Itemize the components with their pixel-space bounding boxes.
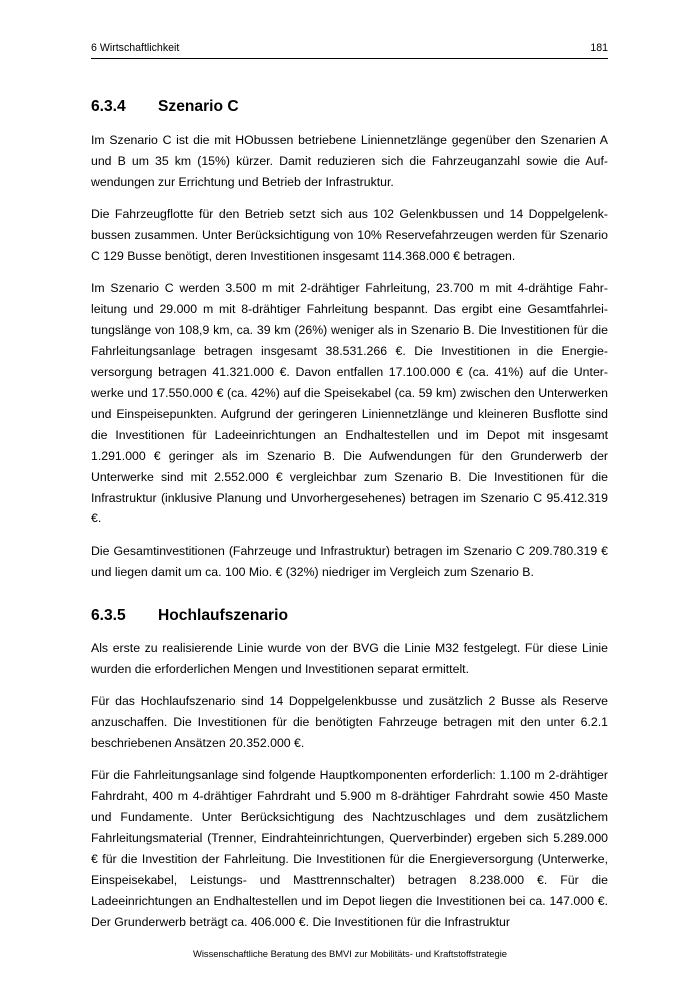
section-number: 6.3.5 — [91, 606, 126, 624]
section-heading-6-3-4 — [91, 96, 608, 118]
section-heading-6-3-5 — [91, 605, 608, 627]
page-content — [91, 96, 608, 932]
page-header — [91, 38, 608, 59]
section-number: 6.3.4 — [91, 98, 126, 115]
page-number: 181 — [590, 42, 608, 54]
paragraph: Die Fahrzeugflotte für den Betrieb setzt sich aus 102 Gelenkbussen und 14 Doppelgelenkbussen zusammen. Unter Berücksichtigung von 10% Reservefahrzeugen werden für Szenario C 129 Busse benötigt, deren Investitionen insgesamt 114.368.000 € betragen. — [91, 207, 608, 264]
section-title: Hochlaufszenario — [158, 606, 288, 624]
paragraph: Im Szenario C werden 3.500 m mit 2-drähtiger Fahrleitung, 23.700 m mit 4-drähtige Fahrleitung und 29.000 m mit 8-drähtiger Fahrleitung bespannt. Das ergibt eine Gesamtfahrleitungslänge von 108,9 km, ca. 39 km (26%) weniger als in Szenario B. Die Investitionen für die Fahrleitungsanlage betragen insgesamt 38.531.266 €. Die Investitionen in die Energieversorgung betragen 41.321.000 €. Davon entfallen 17.100.000 € (ca. 41%) auf die Unterwerke und 17.550.000 € (ca. 42%) auf die Speisekabel (ca. 59 km) zwischen den Unterwerken und Einspeisepunkten. Aufgrund der geringeren Liniennetzlänge und kleineren Busflotte sind die Investitionen für Ladeeinrichtungen an Endhaltestellen und im Depot mit insgesamt 1.291.000 € geringer als im Szenario B. Die Aufwendungen für den Grunderwerb der Unterwerke sind mit 2.552.000 € vergleichbar zum Szenario B. Die Investitionen für die Infrastruktur (inklusive Planung und Unvorhergesehenes) betragen im Szenario C 95.412.319 €. — [91, 281, 608, 526]
paragraph: Als erste zu realisierende Linie wurde von der BVG die Linie M32 festgelegt. Für diese Linie wurden die erforderlichen Mengen und Investitionen separat ermittelt. — [91, 640, 608, 676]
paragraph: Im Szenario C ist die mit HObussen betriebene Liniennetzlänge gegenüber den Szenarien A und B um 35 km (15%) kürzer. Damit reduzieren sich die Fahrzeuganzahl sowie die Aufwendungen zur Errichtung und Betrieb der Infrastruktur. — [91, 133, 608, 189]
paragraph: Für die Fahrleitungsanlage sind folgende Hauptkomponenten erforderlich: 1.100 m 2-drähtiger Fahrdraht, 400 m 4-drähtiger Fahrdraht und 5.900 m 8-drähtiger Fahrdraht sowie 450 Maste und Fundamente. Unter Berücksichtigung des Nachtzuschlages und dem zusätzlichem Fahrleitungsmaterial (Trenner, Eindrahteinrichtungen, Querverbinder) ergeben sich 5.289.000 € für die Investition der Fahrleitung. Die Investitionen für die Energieversorgung (Unterwerke, Einspeisekabel, Leistungs- und Masttrennschalter) betragen 8.238.000 €. Für die Ladeeinrichtungen an Endhaltestellen und im Depot liegen die Investitionen bei ca. 147.000 €. Der Grunderwerb beträgt ca. 406.000 €. Die Investitionen für die Infrastruktur — [91, 768, 608, 929]
paragraph: Die Gesamtinvestitionen (Fahrzeuge und Infrastruktur) betragen im Szenario C 209.780.319 € und liegen damit um ca. 100 Mio. € (32%) niedriger im Vergleich zum Szenario B. — [91, 543, 608, 579]
page-footer: Wissenschaftliche Beratung des BMVI zur Mobilitäts- und Kraftstoffstrategie — [192, 948, 508, 959]
section-title: Szenario C — [158, 98, 239, 115]
paragraph: Für das Hochlaufszenario sind 14 Doppelgelenkbusse und zusätzlich 2 Busse als Reserve anzuschaffen. Die Investitionen für die benötigten Fahrzeuge betragen mit den unter 6.2.1 beschriebenen Ansätzen 20.352.000 €. — [91, 693, 608, 750]
chapter-title: 6 Wirtschaftlichkeit — [91, 42, 180, 54]
